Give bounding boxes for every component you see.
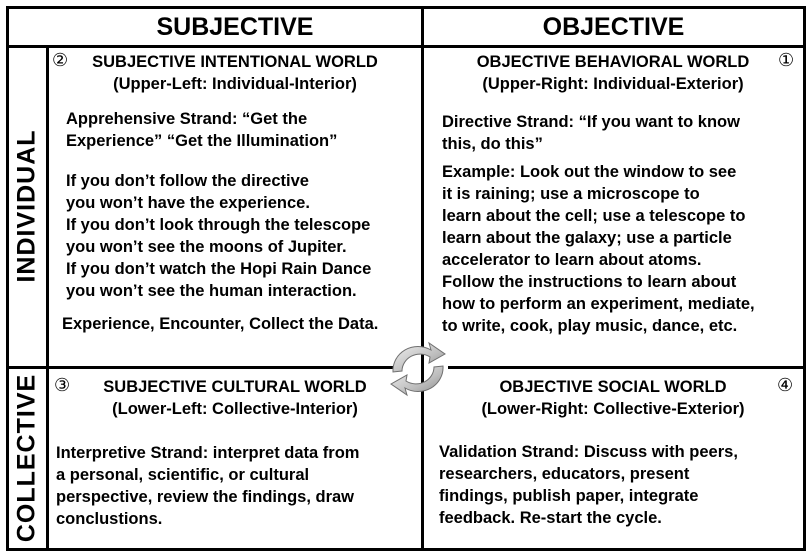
row-label-collective: COLLECTIVE xyxy=(12,373,41,543)
border-right xyxy=(803,6,806,551)
column-header-objective: OBJECTIVE xyxy=(542,13,685,41)
header-divider xyxy=(6,45,806,48)
upper-right-strand: Directive Strand: “If you want to know this, do this” xyxy=(442,113,740,153)
quadrant-title: SUBJECTIVE CULTURAL WORLD xyxy=(103,378,367,396)
border-left xyxy=(6,6,9,551)
quadrant-subtitle: (Upper-Left: Individual-Interior) xyxy=(113,74,357,93)
column-header-subjective: SUBJECTIVE xyxy=(156,13,314,41)
quadrant-upper-right xyxy=(426,52,800,96)
quadrant-title: OBJECTIVE SOCIAL WORLD xyxy=(499,378,727,396)
quadrant-number-4: ④ xyxy=(777,375,794,395)
quadrant-number-1: ① xyxy=(778,50,795,70)
center-vertical-divider xyxy=(421,6,424,551)
border-bottom xyxy=(6,548,806,551)
quadrant-number-3: ③ xyxy=(54,375,71,395)
lower-left-body: Interpretive Strand: interpret data from a personal, scientific, or cultural perspective, review the findings, draw conclustions. xyxy=(56,444,360,528)
quadrant-subtitle: (Upper-Right: Individual-Exterior) xyxy=(482,74,744,93)
row-label-divider xyxy=(46,45,49,551)
quadrant-number-2: ② xyxy=(52,50,69,70)
upper-left-strand: Apprehensive Strand: “Get the Experience” “Get the Illumination” xyxy=(66,110,338,150)
quadrant-upper-left xyxy=(52,52,418,96)
circular-arrow-icon xyxy=(383,338,453,400)
center-horizontal-divider-left xyxy=(6,366,393,369)
upper-right-body: Example: Look out the window to see it is raining; use a microscope to learn about the cell; use a telescope to learn about the galaxy; use a particle accelerator to learn about atoms. Follow the instructions to learn about how to perform an experiment, mediate, to write, cook, play music, dance, etc. xyxy=(442,163,755,335)
quadrant-subtitle: (Lower-Left: Collective-Interior) xyxy=(112,399,358,418)
quadrant-title: OBJECTIVE BEHAVIORAL WORLD xyxy=(476,53,750,71)
border-top xyxy=(6,6,806,9)
quadrant-lower-right xyxy=(426,377,800,421)
quadrant-lower-left xyxy=(52,377,418,421)
row-label-individual: INDIVIDUAL xyxy=(12,129,41,283)
upper-left-body: If you don’t follow the directive you won’t have the experience. If you don’t look through the telescope you won’t see the moons of Jupiter. If you don’t watch the Hopi Rain Dance you won’t see the human interaction. xyxy=(66,172,372,300)
quadrant-title: SUBJECTIVE INTENTIONAL WORLD xyxy=(92,53,378,71)
quadrant-subtitle: (Lower-Right: Collective-Exterior) xyxy=(481,399,745,418)
lower-right-body: Validation Strand: Discuss with peers, researchers, educators, present findings, publish paper, integrate feedback. Re-start the cycle. xyxy=(439,443,738,527)
upper-left-summary: Experience, Encounter, Collect the Data. xyxy=(62,315,379,333)
center-horizontal-divider-right xyxy=(448,366,806,369)
